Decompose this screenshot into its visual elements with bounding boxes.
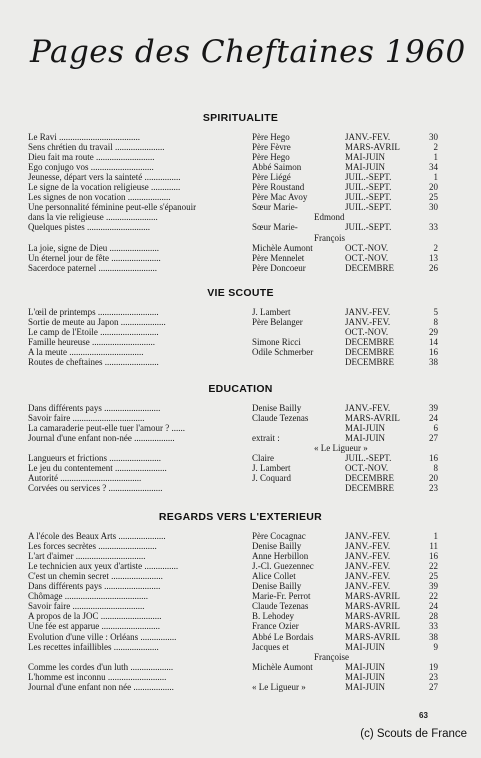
entry-title: Famille heureuse ............................ bbox=[28, 337, 155, 348]
copyright-notice: (c) Scouts de France bbox=[360, 728, 467, 740]
entry-page: 25 bbox=[429, 571, 438, 582]
entry-issue: MAI-JUIN bbox=[345, 162, 385, 173]
entry-author: B. Lehodey bbox=[252, 611, 294, 622]
entry-author: Abbé Saimon bbox=[252, 162, 302, 173]
entry-author: Père Mennelet bbox=[252, 252, 305, 263]
entry-issue: JANV.-FEV. bbox=[345, 561, 391, 572]
entry-author: Père Hego bbox=[252, 152, 290, 163]
section-title: VIE SCOUTE bbox=[207, 287, 274, 299]
entry-page: 23 bbox=[429, 671, 438, 682]
entry-author: Simone Ricci bbox=[252, 337, 301, 348]
entry-page: 1 bbox=[433, 172, 438, 183]
entry-page: 20 bbox=[429, 182, 438, 193]
entry-author: J. Coquard bbox=[252, 473, 291, 484]
entry-issue: JANV.-FEV. bbox=[345, 307, 391, 317]
entry-title: Les recettes infaillibles .................... bbox=[28, 641, 159, 652]
entry-title: Ego conjugo vos ............................ bbox=[28, 162, 154, 173]
entry-title: Une fée est apparue .......................... bbox=[28, 621, 160, 632]
entry-page: 30 bbox=[429, 132, 438, 142]
entry-title: Langueurs et frictions ....................... bbox=[28, 453, 161, 464]
entry-title: Routes de cheftaines ........................ bbox=[28, 357, 159, 368]
entry-page: 30 bbox=[429, 202, 438, 213]
entry-page: 26 bbox=[429, 262, 438, 273]
entry-page: 38 bbox=[429, 631, 438, 642]
toc-entry bbox=[28, 483, 438, 494]
entry-page: 27 bbox=[429, 681, 438, 692]
entry-title: A propos de la JOC ........................... bbox=[28, 611, 162, 622]
entry-author: « Le Ligueur » bbox=[252, 681, 306, 692]
entry-author: France Ozier bbox=[252, 621, 299, 632]
entry-page: 39 bbox=[429, 403, 438, 413]
entry-issue: DECEMBRE bbox=[345, 337, 395, 348]
entry-title: Le jeu du contentement ....................... bbox=[28, 463, 167, 474]
entry-author: Michèle Aumont bbox=[252, 661, 313, 672]
entry-title: Corvées ou services ? ........................ bbox=[28, 483, 163, 494]
entry-issue: JANV.-FEV. bbox=[345, 317, 391, 328]
entry-page: 13 bbox=[429, 252, 438, 263]
entry-page: 2 bbox=[433, 242, 438, 253]
entry-page: 14 bbox=[429, 337, 438, 348]
entry-page: 27 bbox=[429, 433, 438, 444]
entry-author: J. Lambert bbox=[252, 463, 291, 474]
entry-title: Un éternel jour de fête ...................... bbox=[28, 252, 161, 263]
entry-page: 11 bbox=[429, 541, 438, 552]
entry-page: 16 bbox=[429, 453, 438, 464]
entry-page: 23 bbox=[429, 483, 438, 494]
entry-page: 24 bbox=[429, 413, 438, 424]
entry-author: Claude Tezenas bbox=[252, 413, 309, 424]
entry-author: Françoise bbox=[314, 651, 349, 662]
toc-entry bbox=[28, 682, 438, 693]
toc-entry bbox=[28, 357, 438, 368]
entry-title: Les signes de non vocation ................... bbox=[28, 192, 171, 203]
entry-title: L'œil de printemps ........................... bbox=[28, 307, 159, 317]
entry-page: 33 bbox=[429, 222, 438, 233]
entry-author: extrait : bbox=[252, 433, 280, 444]
entry-title: Les forces secrètes .......................... bbox=[28, 541, 157, 552]
entry-author: Père Doncoeur bbox=[252, 262, 306, 273]
entry-title: La camaraderie peut-elle tuer l'amour ? ...... bbox=[28, 423, 186, 434]
entry-page: 22 bbox=[429, 591, 438, 602]
entry-author: Abbé Le Bordais bbox=[252, 631, 314, 642]
entry-issue: MARS-AVRIL bbox=[345, 621, 400, 632]
entry-issue: JANV.-FEV. bbox=[345, 571, 391, 582]
entry-issue: MARS-AVRIL bbox=[345, 631, 400, 642]
entry-issue: MARS-AVRIL bbox=[345, 611, 400, 622]
entry-issue: MARS-AVRIL bbox=[345, 142, 400, 153]
entry-author: Michèle Aumont bbox=[252, 242, 313, 253]
entry-title: Une personnalité féminine peut-elle s'épanouir bbox=[28, 202, 197, 213]
entry-title: Dieu fait ma route .......................... bbox=[28, 152, 155, 163]
entry-title: Dans différents pays ......................... bbox=[28, 581, 161, 592]
entry-issue: JANV.-FEV. bbox=[345, 403, 391, 413]
entry-page: 1 bbox=[433, 531, 438, 541]
entry-title: Le Ravi .................................... bbox=[28, 132, 140, 142]
entry-title: Sortie de meute au Japon .................... bbox=[28, 317, 166, 328]
entry-author: Sœur Marie- bbox=[252, 222, 298, 233]
entry-author: Père Mac Avoy bbox=[252, 192, 308, 203]
section-title: REGARDS VERS L'EXTERIEUR bbox=[158, 511, 323, 523]
entry-page: 29 bbox=[429, 327, 438, 338]
entry-title: L'art d'aimer ............................... bbox=[28, 551, 146, 562]
entry-issue: DECEMBRE bbox=[345, 473, 395, 484]
entry-issue: JUIL.-SEPT. bbox=[345, 172, 392, 183]
entry-page: 8 bbox=[433, 317, 438, 328]
entry-issue: OCT.-NOV. bbox=[345, 463, 389, 474]
entry-issue: JANV.-FEV. bbox=[345, 132, 391, 142]
page-title: Pages des Cheftaines 1960 bbox=[30, 34, 466, 70]
entry-author: Sœur Marie- bbox=[252, 202, 298, 213]
entry-issue: JUIL.-SEPT. bbox=[345, 453, 392, 464]
entry-page: 25 bbox=[429, 192, 438, 203]
entry-issue: OCT.-NOV. bbox=[345, 327, 389, 338]
entry-author: Père Fèvre bbox=[252, 142, 291, 153]
entry-issue: JUIL.-SEPT. bbox=[345, 202, 392, 213]
entry-page: 5 bbox=[433, 307, 438, 317]
entry-page: 16 bbox=[429, 347, 438, 358]
entry-page: 2 bbox=[433, 142, 438, 153]
entry-issue: MARS-AVRIL bbox=[345, 413, 400, 424]
entry-title: A la meute ................................. bbox=[28, 347, 144, 358]
entry-title: Journal d'une enfant non née .................. bbox=[28, 681, 174, 692]
entry-author: Marie-Fr. Perrot bbox=[252, 591, 311, 602]
entry-page: 16 bbox=[429, 551, 438, 562]
entry-page: 24 bbox=[429, 601, 438, 612]
entry-issue: DECEMBRE bbox=[345, 262, 395, 273]
entry-author: Alice Collet bbox=[252, 571, 296, 582]
entry-title: Le signe de la vocation religieuse ............. bbox=[28, 182, 181, 193]
entry-title: L'homme est inconnu .......................... bbox=[28, 671, 167, 682]
page-number: 63 bbox=[419, 711, 428, 720]
entry-author: Père Liégé bbox=[252, 172, 291, 183]
entry-title: Autorité .................................... bbox=[28, 473, 142, 484]
entry-title: Journal d'une enfant non-née .................. bbox=[28, 433, 175, 444]
entry-title: Evolution d'une ville : Orléans ................ bbox=[28, 631, 177, 642]
entry-author: J.-Cl. Guezennec bbox=[252, 561, 314, 572]
entry-page: 38 bbox=[429, 357, 438, 368]
entry-page: 8 bbox=[433, 463, 438, 474]
entry-author: Père Roustand bbox=[252, 182, 305, 193]
entry-page: 9 bbox=[433, 641, 438, 652]
entry-page: 39 bbox=[429, 581, 438, 592]
entry-issue: JUIL.-SEPT. bbox=[345, 182, 392, 193]
entry-page: 22 bbox=[429, 561, 438, 572]
entry-issue: MAI-JUIN bbox=[345, 423, 385, 434]
entry-title: Dans différents pays ......................... bbox=[28, 403, 161, 413]
entry-title: Sens chrétien du travail ...................... bbox=[28, 142, 165, 153]
entry-author: Père Cocagnac bbox=[252, 531, 306, 541]
entry-issue: JANV.-FEV. bbox=[345, 581, 391, 592]
entry-issue: MAI-JUIN bbox=[345, 152, 385, 163]
entry-issue: OCT.-NOV. bbox=[345, 252, 389, 263]
entry-issue: MAI-JUIN bbox=[345, 433, 385, 444]
entry-title: La joie, signe de Dieu ...................... bbox=[28, 242, 159, 253]
entry-title: Comme les cordes d'un luth ................... bbox=[28, 661, 174, 672]
entry-issue: MAI-JUIN bbox=[345, 661, 385, 672]
entry-title: Le technicien aux yeux d'artiste ............... bbox=[28, 561, 179, 572]
entry-author: Edmond bbox=[314, 212, 345, 223]
entry-author: Denise Bailly bbox=[252, 581, 302, 592]
entry-issue: DECEMBRE bbox=[345, 347, 395, 358]
entry-title: Savoir faire ................................ bbox=[28, 601, 145, 612]
entry-issue: OCT.-NOV. bbox=[345, 242, 389, 253]
section-title: SPIRITUALITE bbox=[202, 112, 279, 124]
entry-issue: MARS-AVRIL bbox=[345, 591, 400, 602]
entry-author: Père Belanger bbox=[252, 317, 303, 328]
entry-title: Sacerdoce paternel .......................... bbox=[28, 262, 157, 273]
entry-issue: MAI-JUIN bbox=[345, 671, 385, 682]
entry-author: Claire bbox=[252, 453, 274, 464]
entry-issue: JUIL.-SEPT. bbox=[345, 222, 392, 233]
entry-title: Quelques pistes ............................ bbox=[28, 222, 150, 233]
entry-issue: JUIL.-SEPT. bbox=[345, 192, 392, 203]
entry-title: Jeunesse, départ vers la sainteté ................ bbox=[28, 172, 181, 183]
entry-issue: JANV.-FEV. bbox=[345, 531, 391, 541]
entry-issue: MAI-JUIN bbox=[345, 681, 385, 692]
entry-page: 19 bbox=[429, 661, 438, 672]
entry-page: 34 bbox=[429, 162, 438, 173]
entry-title: C'est un chemin secret ....................... bbox=[28, 571, 163, 582]
entry-page: 6 bbox=[433, 423, 438, 434]
entry-page: 20 bbox=[429, 473, 438, 484]
entry-issue: DECEMBRE bbox=[345, 483, 395, 494]
entry-issue: MARS-AVRIL bbox=[345, 601, 400, 612]
entry-title: A l'école des Beaux Arts ..................... bbox=[28, 531, 166, 541]
entry-author: J. Lambert bbox=[252, 307, 291, 317]
entry-title: Savoir faire ................................ bbox=[28, 413, 145, 424]
entry-title: Chômage ..................................... bbox=[28, 591, 148, 602]
entry-author: Claude Tezenas bbox=[252, 601, 309, 612]
entry-issue: JANV.-FEV. bbox=[345, 551, 391, 562]
entry-page: 33 bbox=[429, 621, 438, 632]
entry-author: Jacques et bbox=[252, 641, 289, 652]
entry-author: Denise Bailly bbox=[252, 403, 302, 413]
entry-title: dans la vie religieuse ....................... bbox=[28, 212, 158, 223]
entry-author: « Le Ligueur » bbox=[314, 443, 368, 454]
entry-page: 28 bbox=[429, 611, 438, 622]
entry-author: Denise Bailly bbox=[252, 541, 302, 552]
toc-entry bbox=[28, 263, 438, 274]
entry-author: Anne Herbillon bbox=[252, 551, 309, 562]
entry-author: François bbox=[314, 232, 345, 243]
section-title: EDUCATION bbox=[208, 383, 273, 395]
entry-page: 1 bbox=[433, 152, 438, 163]
entry-issue: MAI-JUIN bbox=[345, 641, 385, 652]
entry-issue: JANV.-FEV. bbox=[345, 541, 391, 552]
entry-title: Le camp de l'Etoile .......................... bbox=[28, 327, 159, 338]
entry-author: Père Hego bbox=[252, 132, 290, 142]
entry-issue: DECEMBRE bbox=[345, 357, 395, 368]
entry-author: Odile Schmerber bbox=[252, 347, 314, 358]
